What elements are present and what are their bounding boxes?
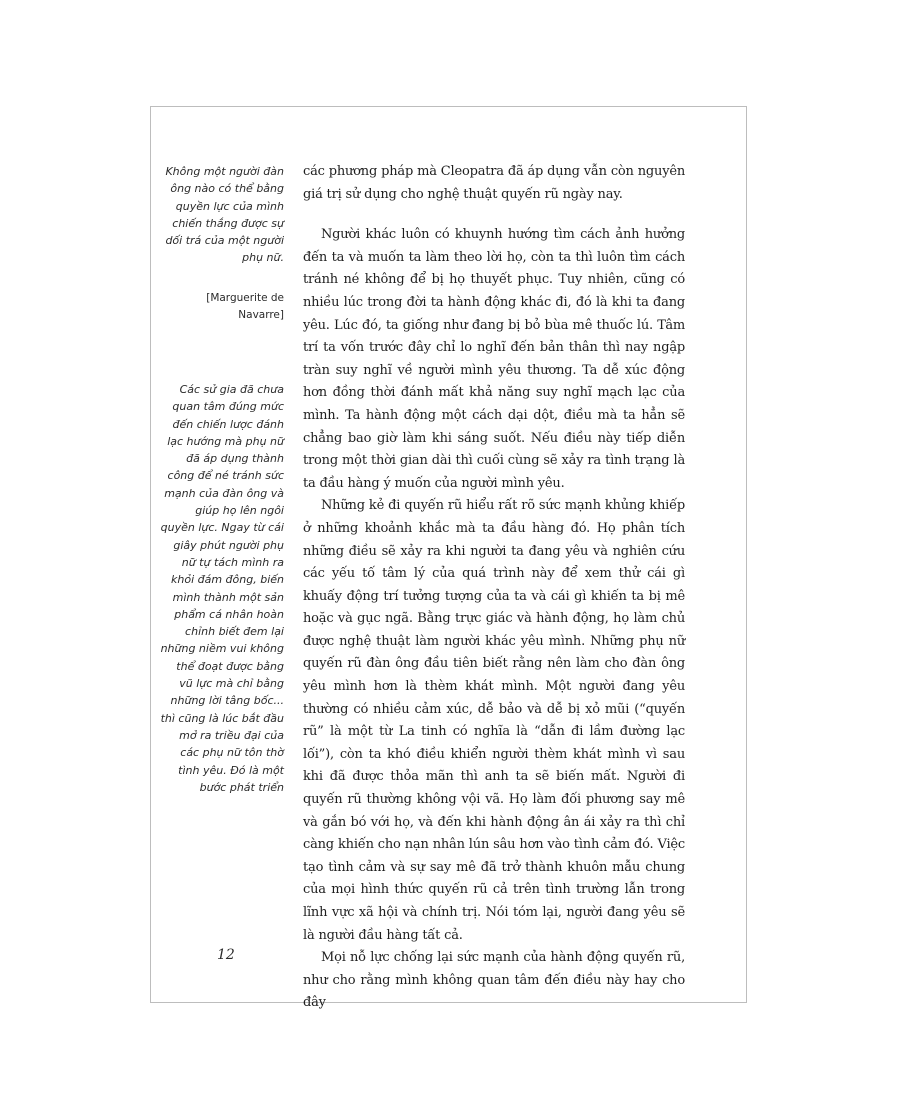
main-text [303, 161, 685, 1015]
sidebar-commentary: Các sử gia đã chưa quan tâm đúng mức đến chiến lược đánh lạc hướng mà phụ nữ đã áp dụng thành công để né tránh sức mạnh của đàn ông và giúp họ lên ngôi quyền lực. Ngay từ cái giây phút người phụ nữ tự tách mình ra khỏi đám đông, biến mình thành một sản phẩm cá nhân hoàn chỉnh biết đem lại những niềm vui không thể đoạt được bằng vũ lực mà chỉ bằng những lời tâng bốc... thì cũng là lúc bắt đầu mở ra triều đại của các phụ nữ tôn thờ tình yêu. Đó là một bước phát triển [160, 383, 284, 794]
quote-attribution: [Marguerite de Navarre] [206, 292, 284, 321]
paragraph: Những kẻ đi quyến rũ hiểu rất rõ sức mạnh khủng khiếp ở những khoảnh khắc mà ta đầu hàng đó. Họ phân tích những điều sẽ xảy ra khi người ta đang yêu và nghiên cứu các yếu tố tâm lý của quá trình này để xem thử cái gì khuấy động trí tưởng tượng của ta và cái gì khiến ta bị mê hoặc và gục ngã. Bằng trực giác và hành động, họ làm chủ được nghệ thuật làm người khác yêu mình. Những phụ nữ quyến rũ đàn ông đầu tiên biết rằng nên làm cho đàn ông yêu mình hơn là thèm khát mình. Một người đang yêu thường có nhiều cảm xúc, dễ bảo và dễ bị xỏ mũi (“quyến rũ” là một từ La tinh có nghĩa là “dẫn đi lầm đường lạc lối”), còn ta khó điều khiển người thèm khát mình vì sau khi đã được thỏa mãn thì anh ta sẽ biến mất. Người đi quyến rũ thường không vội vã. Họ làm đối phương say mê và gắn bó với họ, và đến khi hành động ân ái xảy ra thì chỉ càng khiến cho nạn nhân lún sâu hơn vào tình cảm đó. Việc tạo tình cảm và sự say mê đã trở thành khuôn mẫu chung của mọi hình thức quyến rũ cả trên tình trường lẫn trong lĩnh vực xã hội và chính trị. Nói tóm lại, người đang yêu sẽ là người đầu hàng tất cả. [303, 498, 685, 943]
paragraph: Người khác luôn có khuynh hướng tìm cách ảnh hưởng đến ta và muốn ta làm theo lời họ, còn ta thì luôn tìm cách tránh né không để bị họ thuyết phục. Tuy nhiên, cũng có nhiều lúc trong đời ta hành động khác đi, đó là khi ta đang yêu. Lúc đó, ta giống như đang bị bỏ bùa mê thuốc lú. Tâm trí ta vốn trước đây chỉ lo nghĩ đến bản thân thì nay ngập tràn suy nghĩ về người mình yêu thương. Ta dễ xúc động hơn đồng thời đánh mất khả năng suy nghĩ mạch lạc của mình. Ta hành động một cách dại dột, điều mà ta hẳn sẽ chẳng bao giờ làm khi sáng suốt. Nếu điều này tiếp diễn trong một thời gian dài thì cuối cùng sẽ xảy ra tình trạng là ta đầu hàng ý muốn của người mình yêu. [303, 227, 685, 491]
paragraph: Mọi nỗ lực chống lại sức mạnh của hành động quyến rũ, như cho rằng mình không quan tâm đến điều này hay cho đây [303, 950, 685, 1011]
paragraph: các phương pháp mà Cleopatra đã áp dụng vẫn còn nguyên giá trị sử dụng cho nghệ thuật quyến rũ ngày nay. [303, 164, 685, 202]
page-number: 12 [217, 947, 235, 963]
sidebar-quote: Không một người đàn ông nào có thể bằng quyền lực của mình chiến thắng được sự dối trá của một người phụ nữ. [165, 165, 284, 265]
